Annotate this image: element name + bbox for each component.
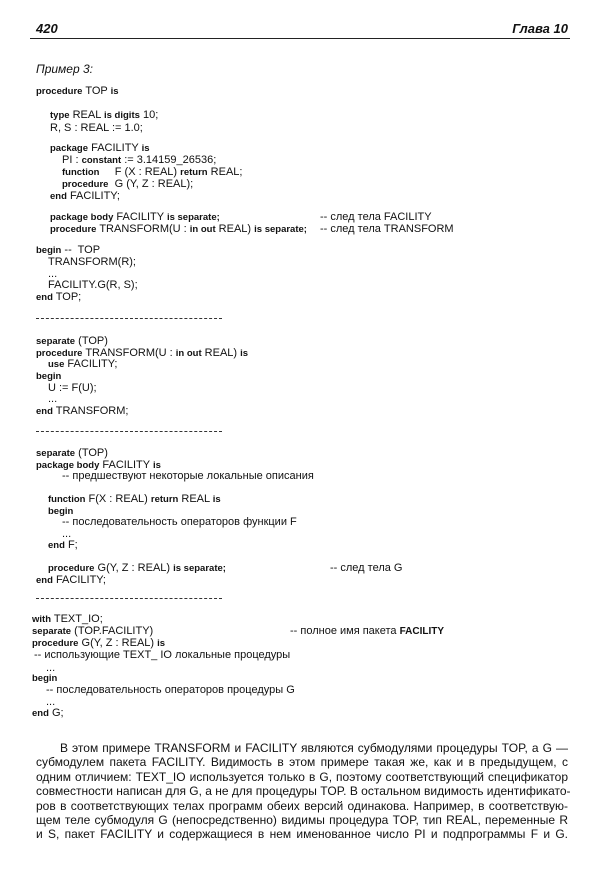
code-text: REAL; — [207, 166, 243, 178]
code-line — [50, 223, 307, 236]
code-line — [34, 649, 290, 662]
code-text: R, S : REAL := 1.0; — [50, 122, 143, 134]
code-text: -- след тела G — [330, 562, 403, 574]
code-keyword: separate — [36, 448, 76, 459]
code-text: -- последовательность операторов функции F — [62, 516, 297, 528]
code-keyword: return — [180, 167, 208, 178]
code-text: PI : — [62, 154, 82, 166]
code-keyword: is separate; — [173, 563, 226, 574]
code-line — [36, 405, 128, 418]
code-keyword: is — [110, 86, 119, 97]
code-keyword: is digits — [104, 110, 140, 121]
code-text: G; — [48, 707, 64, 719]
code-keyword: begin — [48, 506, 74, 517]
code-text: 10; — [139, 109, 159, 121]
code-keyword: begin — [32, 673, 58, 684]
code-text: -- предшествуют некоторые локальные описания — [62, 470, 314, 482]
code-keyword: FACILITY — [399, 626, 445, 637]
code-text: -- TOP — [61, 244, 101, 256]
chapter-title: Глава 10 — [512, 21, 568, 36]
code-text: F (X : REAL) — [99, 166, 181, 178]
side-comment — [290, 625, 444, 638]
paragraph-line: и S, пакет FACILITY и содержащиеся в нем именованное число PI и подпрограммы F и G. — [36, 827, 568, 842]
code-line — [50, 122, 143, 135]
code-keyword: is separate; — [166, 212, 220, 223]
code-line — [36, 85, 119, 98]
paragraph-line: совместности написан для G, а не для процедуры TOP. В остальном видимость идентификато- — [36, 784, 571, 799]
code-text: ... — [46, 696, 56, 708]
code-keyword: is — [212, 494, 221, 505]
code-line — [62, 516, 297, 529]
separator-line — [36, 598, 222, 599]
code-text: FACILITY; — [66, 190, 120, 202]
code-keyword: end — [36, 406, 53, 417]
code-text: FACILITY — [99, 459, 153, 471]
code-keyword: function — [62, 167, 100, 178]
code-keyword: return — [150, 494, 179, 505]
code-text: ... — [48, 393, 58, 405]
code-text: -- последовательность операторов процедуры G — [46, 684, 295, 696]
code-keyword: is — [157, 638, 166, 649]
paragraph-line: В этом примере TRANSFORM и FACILITY являются субмодулями процедуры TOP, а G — — [60, 741, 568, 755]
code-text: FACILITY; — [52, 574, 106, 586]
code-text: G(Y, Z : REAL) — [94, 562, 174, 574]
code-keyword: is — [152, 460, 161, 471]
code-keyword: procedure — [36, 348, 83, 359]
code-text: TRANSFORM(U : — [82, 347, 176, 359]
code-keyword: begin — [36, 245, 62, 256]
code-text: := 3.14159_26536; — [121, 154, 217, 166]
code-text: TOP — [82, 85, 111, 97]
paragraph-line: щем теле субмодуля G (непосредственно) видимы процедура TOP, тип REAL, переменные R — [36, 813, 568, 828]
code-text: FACILITY.G(R, S); — [48, 279, 138, 291]
side-comment — [330, 562, 402, 575]
code-text: REAL) — [215, 223, 255, 235]
code-keyword: type — [50, 110, 70, 121]
page-number: 420 — [36, 21, 58, 36]
code-keyword: procedure — [50, 224, 97, 235]
code-line — [62, 470, 314, 483]
code-keyword: procedure — [48, 563, 95, 574]
body-paragraph — [36, 741, 571, 842]
code-keyword: procedure — [32, 638, 79, 649]
code-keyword: end — [50, 191, 67, 202]
code-keyword: is separate; — [254, 224, 307, 235]
code-text: REAL) — [201, 347, 241, 359]
code-text: REAL — [69, 109, 104, 121]
code-keyword: end — [32, 708, 49, 719]
separator-line — [36, 318, 222, 319]
code-text: -- след тела FACILITY — [320, 211, 432, 223]
code-keyword: in out — [189, 224, 216, 235]
code-text: TRANSFORM; — [52, 405, 129, 417]
code-text: TRANSFORM(U : — [96, 223, 190, 235]
code-text: -- след тела TRANSFORM — [320, 223, 454, 235]
code-text: G (Y, Z : REAL); — [108, 178, 194, 190]
code-keyword: constant — [81, 155, 122, 166]
paragraph-line: ров в соответствующих телах программ обеих версий одинакова. Например, в соответствую- — [36, 798, 568, 813]
code-text: -- полное имя пакета — [290, 625, 400, 637]
code-keyword: package body — [36, 460, 100, 471]
code-text: FACILITY — [88, 142, 142, 154]
code-text: ... — [62, 528, 72, 540]
code-keyword: end — [36, 292, 53, 303]
code-text: (TOP.FACILITY) — [71, 625, 154, 637]
code-keyword: end — [48, 540, 65, 551]
code-keyword: is — [141, 143, 150, 154]
code-text: FACILITY; — [64, 358, 118, 370]
code-text: ... — [46, 662, 56, 674]
code-keyword: begin — [36, 371, 62, 382]
code-line — [36, 574, 106, 587]
code-text: FACILITY — [113, 211, 167, 223]
code-text: TOP; — [52, 291, 82, 303]
code-text: F(X : REAL) — [85, 493, 151, 505]
code-line — [48, 256, 136, 269]
code-keyword: package body — [50, 212, 114, 223]
code-line — [48, 493, 221, 506]
code-text: (TOP) — [75, 447, 108, 459]
code-line — [48, 539, 78, 552]
code-text: REAL — [178, 493, 213, 505]
code-text: TRANSFORM(R); — [48, 256, 136, 268]
example-label: Пример 3: — [36, 62, 93, 76]
code-keyword: end — [36, 575, 53, 586]
code-keyword: separate — [36, 336, 76, 347]
code-line — [32, 707, 64, 720]
code-keyword: procedure — [36, 86, 83, 97]
code-text: ... — [48, 268, 58, 280]
header-rule — [30, 38, 570, 39]
separator-line — [36, 431, 222, 432]
code-keyword: function — [48, 494, 86, 505]
code-text: F; — [64, 539, 78, 551]
code-keyword: procedure — [62, 179, 109, 190]
code-line — [50, 190, 120, 203]
code-text: G(Y, Z : REAL) — [78, 637, 158, 649]
code-keyword: with — [32, 614, 51, 625]
code-text: (TOP) — [75, 335, 108, 347]
code-keyword: in out — [175, 348, 202, 359]
code-line — [36, 291, 81, 304]
code-keyword: package — [50, 143, 89, 154]
paragraph-line: одним отличием: TEXT_IO используется только в G, поэтому соответствующий спецификатор — [36, 769, 568, 784]
code-keyword: separate — [32, 626, 72, 637]
code-keyword: use — [48, 359, 65, 370]
code-text: TEXT_IO; — [51, 613, 103, 625]
code-line — [46, 684, 295, 697]
side-comment — [320, 223, 454, 236]
paragraph-line: субмодулем пакета FACILITY. Видимость в этом примере такая же, как и в предыдущем, с — [36, 755, 568, 770]
code-text: U := F(U); — [48, 382, 97, 394]
code-line — [50, 109, 158, 122]
code-keyword: is — [240, 348, 249, 359]
code-text: -- использующие TEXT_ IO локальные процедуры — [34, 649, 291, 661]
